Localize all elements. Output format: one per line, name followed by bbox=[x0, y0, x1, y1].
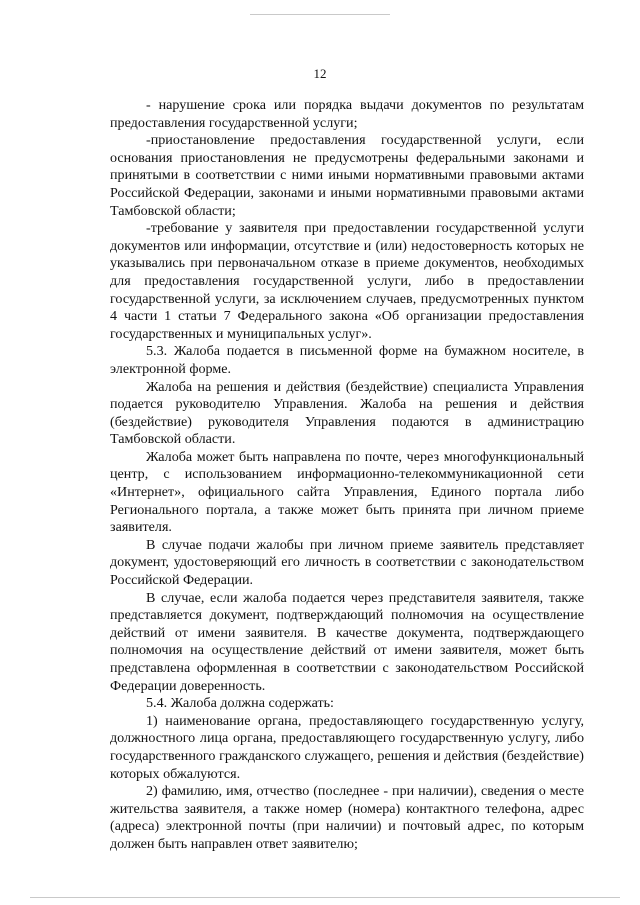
paragraph: Жалоба может быть направлена по почте, через многофункциональный центр, с использованием информационно-телекоммуникационной сети «Интернет», официального сайта Управления, Единого портала либо Регионального портала, а также может быть принята при личном приеме заявителя. bbox=[110, 448, 584, 536]
paragraph: Жалоба на решения и действия (бездействие) специалиста Управления подается руководителю Управления. Жалоба на решения и действия (бездействие) руководителя Управления подаются в администрацию Тамбовской области. bbox=[110, 378, 584, 448]
paragraph: -требование у заявителя при предоставлении государственной услуги документов или информации, отсутствие и (или) недостоверность которых не указывались при первоначальном отказе в приеме документов, необходимых для предоставления государственной услуги, либо в предоставлении государственной услуги, за исключением случаев, предусмотренных пунктом 4 части 1 статьи 7 Федерального закона «Об организации предоставления государственных и муниципальных услуг». bbox=[110, 220, 584, 342]
scan-artifact-top bbox=[250, 14, 390, 15]
paragraph: В случае подачи жалобы при личном приеме заявитель представляет документ, удостоверяющий его личность в соответствии с законодательством Российской Федерации. bbox=[110, 536, 584, 589]
paragraph: В случае, если жалоба подается через представителя заявителя, также представляется документ, подтверждающий полномочия на осуществление действий от имени заявителя. В качестве документа, подтверждающего полномочия на осуществление действий от имени заявителя, может быть представлена оформленная в соответствии с законодательством Российской Федерации доверенность. bbox=[110, 589, 584, 694]
page-number: 12 bbox=[313, 66, 327, 81]
paragraph: 5.3. Жалоба подается в письменной форме на бумажном носителе, в электронной форме. bbox=[110, 343, 584, 377]
scan-artifact-bottom bbox=[30, 897, 620, 898]
paragraph: -приостановление предоставления государственной услуги, если основания приостановления не предусмотрены федеральными законами и принятыми в соответствии с ними иными нормативными правовыми актами Российской Федерации, законами и иными нормативными правовыми актами Тамбовской области; bbox=[110, 132, 584, 219]
paragraph: - нарушение срока или порядка выдачи документов по результатам предоставления государственной услуги; bbox=[110, 97, 584, 131]
document-body bbox=[110, 97, 584, 854]
paragraph: 1) наименование органа, предоставляющего государственную услугу, должностного лица органа, предоставляющего государственную услугу, либо государственного гражданского служащего, решения и действия (бездействие) которых обжалуются. bbox=[110, 712, 584, 782]
paragraph: 2) фамилию, имя, отчество (последнее - при наличии), сведения о месте жительства заявителя, а также номер (номера) контактного телефона, адрес (адреса) электронной почты (при наличии) и почтовый адрес, по которым должен быть направлен ответ заявителю; bbox=[110, 783, 584, 852]
paragraph: 5.4. Жалоба должна содержать: bbox=[146, 695, 334, 712]
